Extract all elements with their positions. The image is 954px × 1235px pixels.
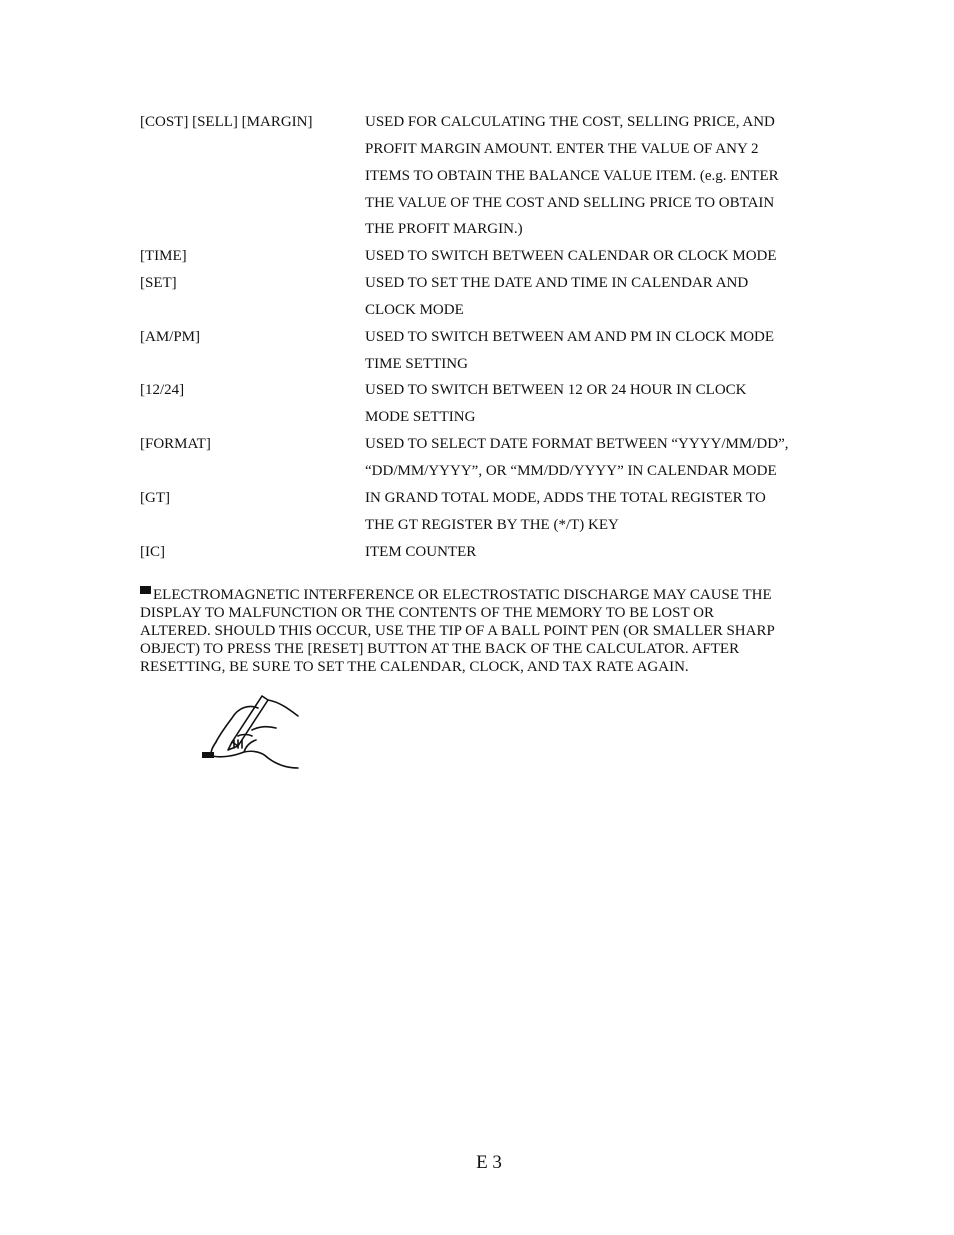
description-line: IN GRAND TOTAL MODE, ADDS THE TOTAL REGISTER TO bbox=[365, 489, 766, 506]
key-description bbox=[365, 324, 830, 378]
note-line bbox=[140, 586, 820, 604]
note-line: OBJECT) TO PRESS THE [RESET] BUTTON AT THE BACK OF THE CALCULATOR. AFTER bbox=[140, 641, 740, 657]
key-row-cost-sell-margin bbox=[140, 109, 830, 243]
page-number bbox=[0, 1152, 954, 1174]
key-row-ic bbox=[140, 539, 830, 566]
description-line: TIME SETTING bbox=[365, 355, 468, 372]
description-line: USED FOR CALCULATING THE COST, SELLING PRICE, AND bbox=[365, 114, 775, 130]
key-descriptions-table bbox=[140, 109, 830, 565]
note-line: DISPLAY TO MALFUNCTION OR THE CONTENTS OF THE MEMORY TO BE LOST OR bbox=[140, 605, 714, 621]
key-label: [SET] bbox=[140, 275, 177, 292]
key-row-format bbox=[140, 431, 830, 485]
key-label: [GT] bbox=[140, 489, 170, 506]
note-line: ALTERED. SHOULD THIS OCCUR, USE THE TIP OF A BALL POINT PEN (OR SMALLER SHARP bbox=[140, 623, 775, 639]
key-row-gt bbox=[140, 485, 830, 539]
description-line: USED TO SWITCH BETWEEN CALENDAR OR CLOCK MODE bbox=[365, 248, 777, 265]
description-line: THE PROFIT MARGIN.) bbox=[365, 221, 523, 238]
description-line: USED TO SELECT DATE FORMAT BETWEEN “YYYY/MM/DD”, bbox=[365, 436, 789, 453]
reset-warning-note bbox=[140, 586, 820, 676]
key-description bbox=[365, 243, 830, 270]
description-line: ITEM COUNTER bbox=[365, 543, 477, 560]
description-line: “DD/MM/YYYY”, OR “MM/DD/YYYY” IN CALENDAR MODE bbox=[365, 462, 777, 479]
key-row-am-pm bbox=[140, 324, 830, 378]
description-line: USED TO SWITCH BETWEEN AM AND PM IN CLOCK MODE bbox=[365, 328, 775, 345]
key-label: [IC] bbox=[140, 543, 165, 560]
key-description bbox=[365, 270, 830, 324]
description-line: PROFIT MARGIN AMOUNT. ENTER THE VALUE OF ANY 2 bbox=[365, 140, 759, 157]
description-line: USED TO SWITCH BETWEEN 12 OR 24 HOUR IN CLOCK bbox=[365, 382, 747, 399]
page-number-text: E 3 bbox=[476, 1152, 502, 1173]
note-line: RESETTING, BE SURE TO SET THE CALENDAR, CLOCK, AND TAX RATE AGAIN. bbox=[140, 659, 689, 675]
description-line: USED TO SET THE DATE AND TIME IN CALENDAR AND bbox=[365, 275, 749, 292]
description-line: CLOCK MODE bbox=[365, 301, 464, 318]
key-row-time bbox=[140, 243, 830, 270]
key-description bbox=[365, 377, 830, 431]
key-description bbox=[365, 109, 830, 243]
description-line: THE VALUE OF THE COST AND SELLING PRICE TO OBTAIN bbox=[365, 194, 775, 211]
description-line: MODE SETTING bbox=[365, 409, 476, 426]
key-label: [TIME] bbox=[140, 248, 187, 265]
square-bullet-icon bbox=[140, 586, 151, 594]
key-row-set bbox=[140, 270, 830, 324]
key-label: [AM/PM] bbox=[140, 328, 201, 345]
key-row-12-24 bbox=[140, 377, 830, 431]
key-description bbox=[365, 431, 830, 485]
key-label: [FORMAT] bbox=[140, 436, 211, 453]
key-description bbox=[365, 539, 830, 566]
note-line-text: ELECTROMAGNETIC INTERFERENCE OR ELECTROSTATIC DISCHARGE MAY CAUSE THE bbox=[153, 587, 772, 603]
key-description bbox=[365, 485, 830, 539]
description-line: ITEMS TO OBTAIN THE BALANCE VALUE ITEM. (e.g. ENTER bbox=[365, 167, 779, 184]
hand-pressing-reset-illustration bbox=[198, 690, 302, 772]
key-label: [COST] [SELL] [MARGIN] bbox=[140, 114, 313, 130]
description-line: THE GT REGISTER BY THE (*/T) KEY bbox=[365, 516, 619, 533]
key-label: [12/24] bbox=[140, 382, 185, 399]
